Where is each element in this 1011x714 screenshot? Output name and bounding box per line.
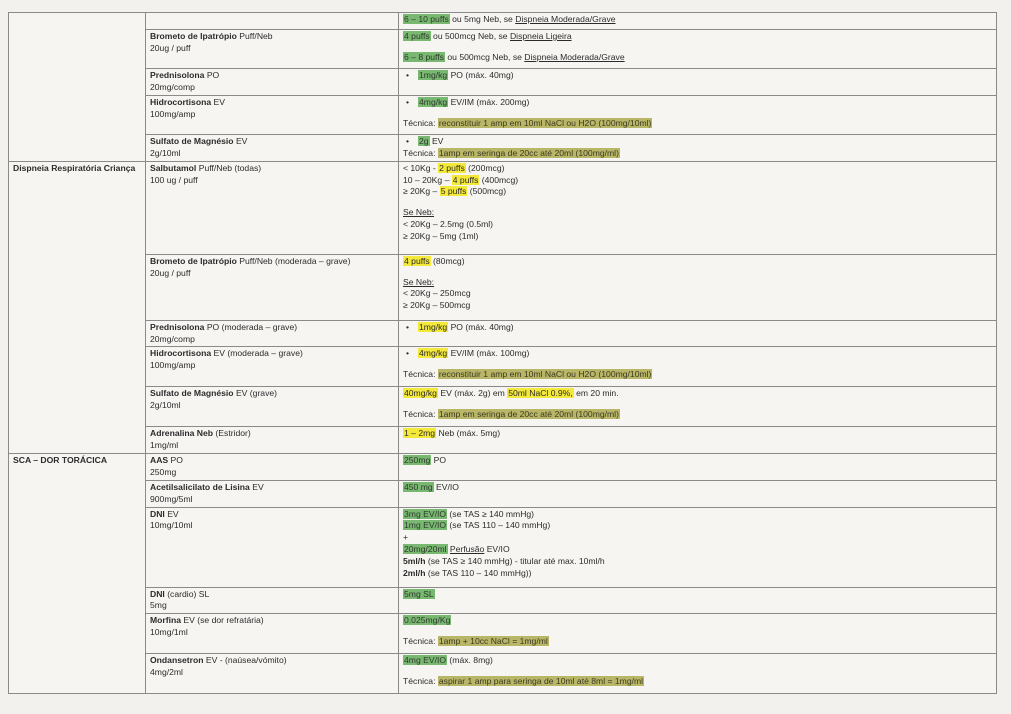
dose-cell: • 2g EV Técnica: 1amp em seringa de 20cc até 20ml (100mg/ml): [399, 135, 997, 162]
medication-table: [8, 12, 997, 694]
drug-cell: Morfina EV (se dor refratária) 10mg/1ml: [146, 614, 399, 654]
table-row: [9, 387, 997, 427]
protocol-sheet: [8, 12, 996, 694]
table-row: [9, 96, 997, 135]
dose-cell: 250mg PO: [399, 454, 997, 481]
dose-highlight: 6 – 10 puffs: [404, 14, 449, 24]
drug-cell: Acetilsalicilato de Lisina EV 900mg/5ml: [146, 480, 399, 507]
section-cell: [9, 13, 146, 162]
drug-cell: Sulfato de Magnésio EV 2g/10ml: [146, 135, 399, 162]
dose-cell: • 1mg/kg PO (máx. 40mg): [399, 320, 997, 347]
dose-cell: • 4mg/kg EV/IM (máx. 100mg) Técnica: reconstituir 1 amp em 10ml NaCl ou H2O (100mg/10ml): [399, 347, 997, 387]
drug-cell: Adrenalina Neb (Estridor) 1mg/ml: [146, 427, 399, 454]
table-row: [9, 135, 997, 162]
drug-cell: Ondansetron EV - (naúsea/vómito) 4mg/2ml: [146, 654, 399, 694]
drug-cell: DNI (cardio) SL 5mg: [146, 587, 399, 614]
drug-cell: Brometo de Ipatrópio Puff/Neb (moderada – grave) 20ug / puff: [146, 254, 399, 320]
dose-cell: 1 – 2mg Neb (máx. 5mg): [399, 427, 997, 454]
dose-cell: 0.025mg/Kg Técnica: 1amp + 10cc NaCl = 1mg/ml: [399, 614, 997, 654]
dose-cell: 4 puffs ou 500mcg Neb, se Dispneia Ligeira 6 – 8 puffs ou 500mcg Neb, se Dispneia Moderada/Grave: [399, 30, 997, 69]
dose-cell: 3mg EV/IO (se TAS ≥ 140 mmHg) 1mg EV/IO (se TAS 110 – 140 mmHg) + 20mg/20ml Perfusão EV/IO 5ml/h (se TAS ≥ 140 mmHg) - titular até max. 10ml/h 2ml/h (se TAS 110 – 140 mmHg)): [399, 507, 997, 587]
dose-cell: 6 – 10 puffs ou 5mg Neb, se Dispneia Moderada/Grave: [399, 13, 997, 30]
dose-cell: 40mg/kg EV (máx. 2g) em 50ml NaCl 0.9%, em 20 min. Técnica: 1amp em seringa de 20cc até 20ml (100mg/ml): [399, 387, 997, 427]
dose-cell: 4mg EV/IO (máx. 8mg) Técnica: aspirar 1 amp para seringa de 10ml até 8ml = 1mg/ml: [399, 654, 997, 694]
table-row: [9, 427, 997, 454]
table-row: [9, 320, 997, 347]
table-row: [9, 454, 997, 481]
drug-cell: Sulfato de Magnésio EV (grave) 2g/10ml: [146, 387, 399, 427]
drug-cell: Hidrocortisona EV 100mg/amp: [146, 96, 399, 135]
drug-cell: [146, 13, 399, 30]
table-row: [9, 254, 997, 320]
dose-cell: < 10Kg - 2 puffs (200mcg) 10 – 20Kg – 4 puffs (400mcg) ≥ 20Kg – 5 puffs (500mcg) Se Neb: < 20Kg – 2.5mg (0.5ml) ≥ 20Kg – 5mg (1ml): [399, 161, 997, 254]
dose-cell: 5mg SL: [399, 587, 997, 614]
section-title: Dispneia Respiratória Criança: [13, 162, 136, 173]
drug-cell: Hidrocortisona EV (moderada – grave) 100mg/amp: [146, 347, 399, 387]
drug-cell: Prednisolona PO 20mg/comp: [146, 69, 399, 96]
section-cell: [9, 161, 146, 453]
drug-cell: Salbutamol Puff/Neb (todas) 100 ug / puff: [146, 161, 399, 254]
section-cell: [9, 454, 146, 694]
table-row: [9, 30, 997, 69]
table-row: [9, 480, 997, 507]
table-row: [9, 654, 997, 694]
drug-cell: Brometo de Ipatrópio Puff/Neb 20ug / puff: [146, 30, 399, 69]
table-row: [9, 69, 997, 96]
table-row: [9, 587, 997, 614]
drug-cell: DNI EV 10mg/10ml: [146, 507, 399, 587]
dose-cell: 450 mg EV/IO: [399, 480, 997, 507]
technique-highlight: reconstituir 1 amp em 10ml NaCl ou H2O (100mg/10ml): [438, 117, 652, 128]
table-row: [9, 507, 997, 587]
drug-cell: Prednisolona PO (moderada – grave) 20mg/comp: [146, 320, 399, 347]
drug-cell: AAS PO 250mg: [146, 454, 399, 481]
section-title: SCA – DOR TORÁCICA: [13, 455, 108, 466]
dose-cell: 4 puffs (80mcg) Se Neb: < 20Kg – 250mcg ≥ 20Kg – 500mcg: [399, 254, 997, 320]
table-row: [9, 347, 997, 387]
table-row: [9, 13, 997, 30]
table-row: [9, 614, 997, 654]
table-row: [9, 161, 997, 254]
dose-cell: • 4mg/kg EV/IM (máx. 200mg) Técnica: reconstituir 1 amp em 10ml NaCl ou H2O (100mg/10ml): [399, 96, 997, 135]
dose-cell: • 1mg/kg PO (máx. 40mg): [399, 69, 997, 96]
